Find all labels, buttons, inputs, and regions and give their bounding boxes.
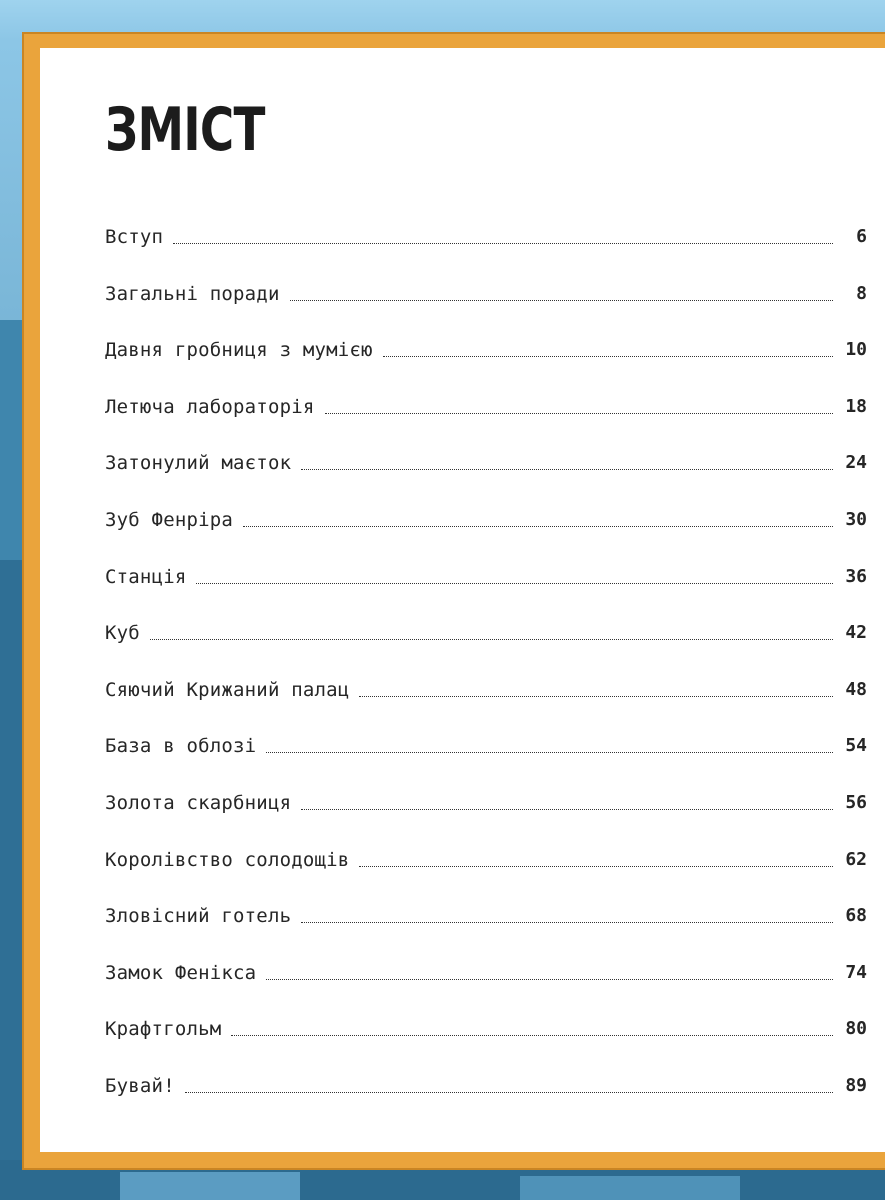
toc-entry-title: База в облозі: [105, 735, 257, 758]
toc-entry-title: Замок Фенікса: [105, 961, 257, 984]
toc-entry[interactable]: [105, 279, 867, 336]
dot-leader: [196, 562, 833, 584]
dot-leader: [301, 901, 833, 923]
toc-entry[interactable]: [105, 562, 867, 619]
toc-entry-page: 24: [845, 452, 867, 474]
dot-leader: [301, 788, 833, 810]
dot-leader: [185, 1071, 833, 1093]
toc-entry[interactable]: [105, 901, 867, 958]
toc-entry-title: Королівство солодощів: [105, 848, 350, 871]
toc-entry[interactable]: [105, 618, 867, 675]
dot-leader: [231, 1014, 833, 1036]
toc-entry-page: 56: [845, 791, 867, 813]
toc-entry-title: Золота скарбниця: [105, 791, 292, 814]
toc-entry-page: 89: [845, 1074, 867, 1096]
toc-entry-page: 62: [845, 848, 867, 870]
toc-entry-title: Бувай!: [105, 1074, 175, 1097]
toc-entry-page: 30: [845, 508, 867, 530]
toc-entry-title: Затонулий маєток: [105, 452, 292, 475]
toc-entry-page: 18: [845, 395, 867, 417]
toc-entry-title: Сяючий Крижаний палац: [105, 678, 350, 701]
dot-leader: [266, 731, 833, 753]
table-of-contents: [105, 222, 867, 1128]
toc-entry-title: Станція: [105, 565, 187, 588]
dot-leader: [266, 958, 833, 980]
dot-leader: [325, 392, 833, 414]
toc-entry-title: Вступ: [105, 226, 164, 248]
dot-leader: [359, 675, 833, 697]
toc-entry[interactable]: [105, 788, 867, 845]
dot-leader: [301, 448, 833, 470]
toc-entry-page: 48: [845, 678, 867, 700]
toc-entry[interactable]: [105, 675, 867, 732]
toc-entry-page: 54: [845, 735, 867, 757]
toc-entry-title: Куб: [105, 622, 140, 645]
toc-entry[interactable]: [105, 505, 867, 562]
toc-entry[interactable]: [105, 222, 867, 279]
page-title: ЗМІСТ: [105, 95, 265, 165]
toc-entry[interactable]: [105, 1071, 867, 1128]
toc-entry-page: 36: [845, 565, 867, 587]
dot-leader: [243, 505, 833, 527]
toc-entry-title: Зловісний готель: [105, 905, 292, 928]
toc-entry-title: Крафтгольм: [105, 1018, 222, 1041]
toc-entry-page: 68: [845, 905, 867, 927]
toc-entry-title: Давня гробниця з мумією: [105, 339, 373, 362]
toc-entry-page: 8: [856, 282, 867, 304]
toc-entry[interactable]: [105, 448, 867, 505]
dot-leader: [150, 618, 833, 640]
toc-entry[interactable]: [105, 1014, 867, 1071]
toc-entry-page: 6: [856, 226, 867, 247]
toc-entry-title: Зуб Фенріра: [105, 508, 234, 531]
toc-entry[interactable]: [105, 958, 867, 1015]
toc-entry-page: 42: [845, 622, 867, 644]
toc-entry-page: 10: [845, 339, 867, 361]
toc-entry-title: Летюча лабораторія: [105, 395, 315, 418]
dot-leader: [173, 222, 833, 244]
toc-entry[interactable]: [105, 392, 867, 449]
block-ledge-bottom-light: [120, 1172, 300, 1200]
toc-entry-title: Загальні поради: [105, 282, 280, 305]
block-tower-left-shade: [0, 560, 22, 1200]
toc-entry[interactable]: [105, 335, 867, 392]
toc-entry-page: 74: [845, 961, 867, 983]
block-ledge-bottom-light-2: [520, 1176, 740, 1200]
toc-entry[interactable]: [105, 845, 867, 902]
toc-entry-page: 80: [845, 1018, 867, 1040]
dot-leader: [359, 845, 833, 867]
dot-leader: [290, 279, 833, 301]
dot-leader: [383, 335, 833, 357]
toc-entry[interactable]: [105, 731, 867, 788]
